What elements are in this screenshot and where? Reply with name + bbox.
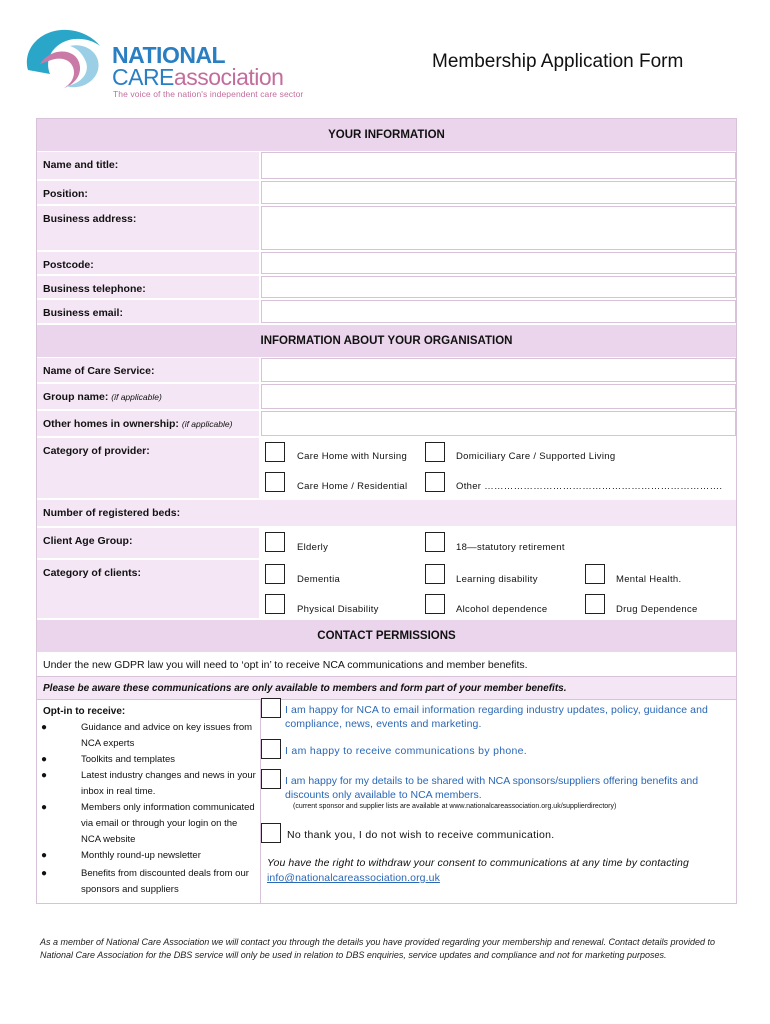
section-your-information: YOUR INFORMATION: [37, 119, 736, 152]
members-notice: Please be aware these communications are only available to members and form part of your member benefits.: [37, 677, 736, 700]
position-row: [37, 181, 736, 206]
business-telephone-field[interactable]: [261, 276, 736, 298]
position-field[interactable]: [261, 181, 736, 204]
business-email-field[interactable]: [261, 300, 736, 323]
physical-disability-checkbox[interactable]: [265, 594, 285, 614]
beds-label: Number of registered beds:: [37, 500, 736, 526]
other-homes-label: [37, 411, 261, 436]
nca-logo: [20, 24, 330, 104]
provider-options: [261, 438, 736, 498]
care-home-nursing-checkbox[interactable]: [265, 442, 285, 462]
opt-in-list: [37, 700, 261, 903]
category-clients-row: [37, 560, 736, 620]
alcohol-dependence-checkbox[interactable]: [425, 594, 445, 614]
logo-care: CARE: [112, 64, 174, 90]
business-email-label: Business email:: [37, 300, 261, 323]
opt-in-heading: Opt-in to receive:: [43, 706, 126, 717]
footer-note: As a member of National Care Association we will contact you through the details you have provided regarding your membership and renewal. Contact details provided to National Care Association for the DBS service will only be used in relation to DBS enquiries, service updates and compliance and not for marketing purposes.: [40, 937, 716, 960]
elderly-label: Elderly: [297, 542, 329, 553]
other-homes-note: (if applicable): [181, 419, 233, 429]
other-homes-text: Other homes in ownership:: [43, 418, 179, 430]
consent-options: [261, 700, 736, 903]
business-telephone-row: [37, 276, 736, 300]
category-clients-label: Category of clients:: [37, 560, 261, 618]
consent-email-checkbox[interactable]: [261, 698, 281, 718]
contact-email-link[interactable]: info@nationalcareassociation.org.uk: [267, 872, 440, 884]
form-title: Membership Application Form: [432, 51, 684, 72]
elderly-checkbox[interactable]: [265, 532, 285, 552]
group-name-row: [37, 384, 736, 411]
business-email-row: [37, 300, 736, 325]
bullet-icon: ●: [41, 722, 48, 733]
gdpr-notice: Under the new GDPR law you will need to ‘opt in’ to receive NCA communications and member benefits.: [37, 653, 736, 677]
mental-health-checkbox[interactable]: [585, 564, 605, 584]
group-name-note: (if applicable): [111, 392, 162, 402]
opt-in-section: [37, 700, 736, 903]
logo-tagline: The voice of the nation's independent care sector: [113, 89, 304, 99]
optin-item-toolkits: Toolkits and templates: [81, 754, 175, 765]
group-name-text: Group name:: [43, 391, 109, 403]
care-home-nursing-label: Care Home with Nursing: [297, 451, 408, 462]
care-service-row: [37, 358, 736, 384]
consent-phone-checkbox[interactable]: [261, 739, 281, 759]
logo-association: association: [173, 64, 284, 90]
bullet-icon: ●: [41, 802, 48, 813]
care-home-residential-label: Care Home / Residential: [297, 481, 408, 492]
business-address-label: Business address:: [37, 206, 261, 250]
business-address-row: [37, 206, 736, 252]
other-provider-label: Other ……………………………………………………………….: [456, 481, 723, 492]
withdraw-consent-text: [267, 856, 707, 886]
name-title-field[interactable]: [261, 152, 736, 179]
optin-item-newsletter: Monthly round-up newsletter: [81, 850, 201, 861]
logo-wordmark-care-association: [112, 64, 283, 91]
postcode-row: [37, 252, 736, 276]
age-group-row: [37, 528, 736, 560]
category-provider-label: Category of provider:: [37, 438, 261, 498]
other-homes-field[interactable]: [261, 411, 736, 436]
client-options: [261, 560, 736, 618]
drug-dependence-label: Drug Dependence: [616, 604, 698, 615]
business-address-field[interactable]: [261, 206, 736, 250]
group-name-label: [37, 384, 261, 409]
age-group-label: Client Age Group:: [37, 528, 261, 558]
bullet-icon: ●: [41, 868, 48, 879]
group-name-field[interactable]: [261, 384, 736, 409]
nca-logo-mark-icon: [20, 24, 112, 96]
consent-none-checkbox[interactable]: [261, 823, 281, 843]
mental-health-label: Mental Health.: [616, 574, 682, 585]
optin-item-discounts: Benefits from discounted deals from our sponsors and suppliers: [81, 868, 249, 895]
bullet-icon: ●: [41, 770, 48, 781]
care-service-label: Name of Care Service:: [37, 358, 261, 382]
optin-item-guidance: Guidance and advice on key issues from NCA experts: [81, 722, 253, 749]
care-home-residential-checkbox[interactable]: [265, 472, 285, 492]
section-organisation: INFORMATION ABOUT YOUR ORGANISATION: [37, 325, 736, 358]
domiciliary-care-label: Domiciliary Care / Supported Living: [456, 451, 616, 462]
sponsor-list-note: (current sponsor and supplier lists are available at www.nationalcareassociation.org.uk/supplierdirectory): [293, 803, 617, 810]
bullet-icon: ●: [41, 754, 48, 765]
consent-none-label: No thank you, I do not wish to receive communication.: [287, 829, 555, 841]
other-homes-row: [37, 411, 736, 438]
bullet-icon: ●: [41, 850, 48, 861]
statutory-age-label: 18—statutory retirement: [456, 542, 565, 553]
optin-item-members-info: Members only information communicated via email or through your login on the NCA website: [81, 802, 255, 845]
statutory-age-checkbox[interactable]: [425, 532, 445, 552]
physical-disability-label: Physical Disability: [297, 604, 379, 615]
name-title-label: Name and title:: [37, 152, 261, 179]
domiciliary-care-checkbox[interactable]: [425, 442, 445, 462]
consent-sponsors-label: I am happy for my details to be shared with NCA sponsors/suppliers offering benefits and discounts only available to NCA members.: [285, 775, 699, 801]
learning-disability-label: Learning disability: [456, 574, 538, 585]
age-options: [261, 528, 736, 558]
membership-form: [36, 118, 737, 904]
other-provider-checkbox[interactable]: [425, 472, 445, 492]
consent-phone-label: I am happy to receive communications by phone.: [285, 745, 528, 757]
consent-sponsors-checkbox[interactable]: [261, 769, 281, 789]
dementia-label: Dementia: [297, 574, 341, 585]
category-provider-row: [37, 438, 736, 500]
beds-row: [37, 500, 736, 528]
alcohol-dependence-label: Alcohol dependence: [456, 604, 548, 615]
learning-disability-checkbox[interactable]: [425, 564, 445, 584]
position-label: Position:: [37, 181, 261, 204]
section-contact-permissions: CONTACT PERMISSIONS: [37, 620, 736, 653]
dementia-checkbox[interactable]: [265, 564, 285, 584]
drug-dependence-checkbox[interactable]: [585, 594, 605, 614]
optin-item-industry-news: Latest industry changes and news in your inbox in real time.: [81, 770, 256, 797]
consent-email-label: I am happy for NCA to email information regarding industry updates, policy, guidance and compliance, news, events and marketing.: [285, 704, 709, 730]
postcode-field[interactable]: [261, 252, 736, 274]
logo-wordmark-national: NATIONAL: [112, 42, 226, 68]
business-telephone-label: Business telephone:: [37, 276, 261, 298]
withdraw-text: You have the right to withdraw your consent to communications at any time by contacting: [267, 857, 689, 869]
name-title-row: [37, 152, 736, 181]
care-service-field[interactable]: [261, 358, 736, 382]
postcode-label: Postcode:: [37, 252, 261, 274]
